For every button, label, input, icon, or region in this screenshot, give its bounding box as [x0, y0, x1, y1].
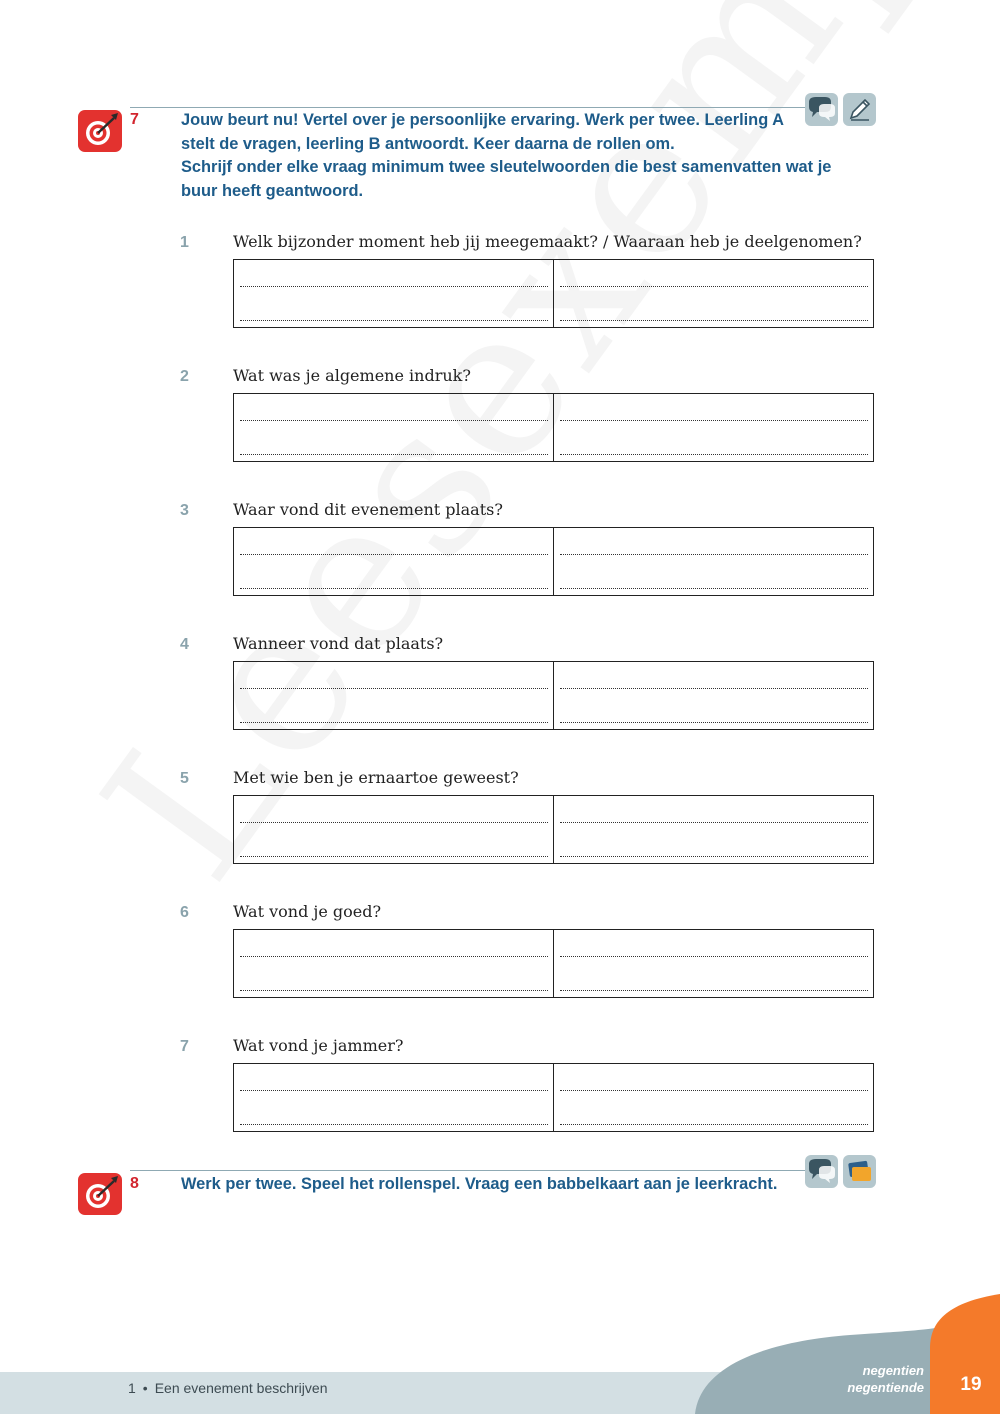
answer-field-right[interactable] [553, 260, 873, 327]
answer-field-right[interactable] [553, 394, 873, 461]
exercise-instruction: Werk per twee. Speel het rollenspel. Vraag een babbelkaart aan je leerkracht. [181, 1175, 778, 1193]
question-text: Met wie ben je ernaartoe geweest? [233, 768, 519, 787]
footer-bullet: • [142, 1380, 148, 1396]
card-icon [843, 1155, 876, 1188]
ordinal-word: negentiende [847, 1380, 924, 1395]
answer-field-left[interactable] [234, 394, 553, 461]
answer-field-left[interactable] [234, 662, 553, 729]
question-number: 6 [180, 904, 189, 921]
answer-box [233, 795, 874, 864]
exercise-number: 8 [130, 1175, 139, 1192]
answer-field-right[interactable] [553, 662, 873, 729]
instruction-line: stelt de vragen, leerling B antwoordt. Keer daarna de rollen om. [181, 134, 675, 153]
question-text: Wat vond je jammer? [233, 1036, 404, 1055]
answer-field-right[interactable] [553, 1064, 873, 1131]
answer-field-right[interactable] [553, 796, 873, 863]
answer-field-left[interactable] [234, 930, 553, 997]
answer-box [233, 661, 874, 730]
speech-bubbles-icon [805, 1155, 838, 1188]
answer-field-left[interactable] [234, 260, 553, 327]
ordinal-word: negentien [862, 1363, 924, 1378]
question-number: 7 [180, 1038, 189, 1055]
instruction-line: Schrijf onder elke vraag minimum twee sleutelwoorden die best samenvatten wat je [181, 158, 832, 176]
page-number: 19 [960, 1374, 982, 1395]
target-icon [78, 110, 122, 152]
answer-box [233, 1063, 874, 1132]
chapter-title: Een evenement beschrijven [154, 1380, 328, 1396]
speech-bubbles-icon [805, 93, 838, 126]
answer-box [233, 259, 874, 328]
question-number: 1 [180, 234, 189, 251]
target-icon [78, 1173, 122, 1215]
answer-box [233, 527, 874, 596]
question-text: Wat vond je goed? [233, 902, 382, 921]
answer-field-right[interactable] [553, 930, 873, 997]
question-text: Wat was je algemene indruk? [233, 366, 471, 385]
answer-field-left[interactable] [234, 1064, 553, 1131]
question-number: 2 [180, 368, 189, 385]
exercise-divider [130, 1170, 805, 1171]
footer-chapter-label [128, 1380, 327, 1396]
exercise-divider [130, 107, 805, 108]
instruction-line: buur heeft geantwoord. [181, 181, 364, 200]
question-number: 5 [180, 770, 189, 787]
answer-box [233, 393, 874, 462]
answer-field-left[interactable] [234, 528, 553, 595]
answer-field-right[interactable] [553, 528, 873, 595]
instruction-line: Jouw beurt nu! Vertel over je persoonlijke ervaring. Werk per twee. Leerling A [181, 111, 784, 129]
question-number: 4 [180, 636, 189, 653]
question-text: Wanneer vond dat plaats? [233, 634, 444, 653]
exercise-number: 7 [130, 111, 139, 128]
question-text: Waar vond dit evenement plaats? [233, 500, 503, 519]
question-number: 3 [180, 502, 189, 519]
exercise-instruction [181, 109, 846, 203]
chapter-number: 1 [128, 1380, 136, 1396]
question-text: Welk bijzonder moment heb jij meegemaakt? / Waaraan heb je deelgenomen? [233, 232, 862, 251]
pencil-icon [843, 93, 876, 126]
answer-box [233, 929, 874, 998]
answer-field-left[interactable] [234, 796, 553, 863]
